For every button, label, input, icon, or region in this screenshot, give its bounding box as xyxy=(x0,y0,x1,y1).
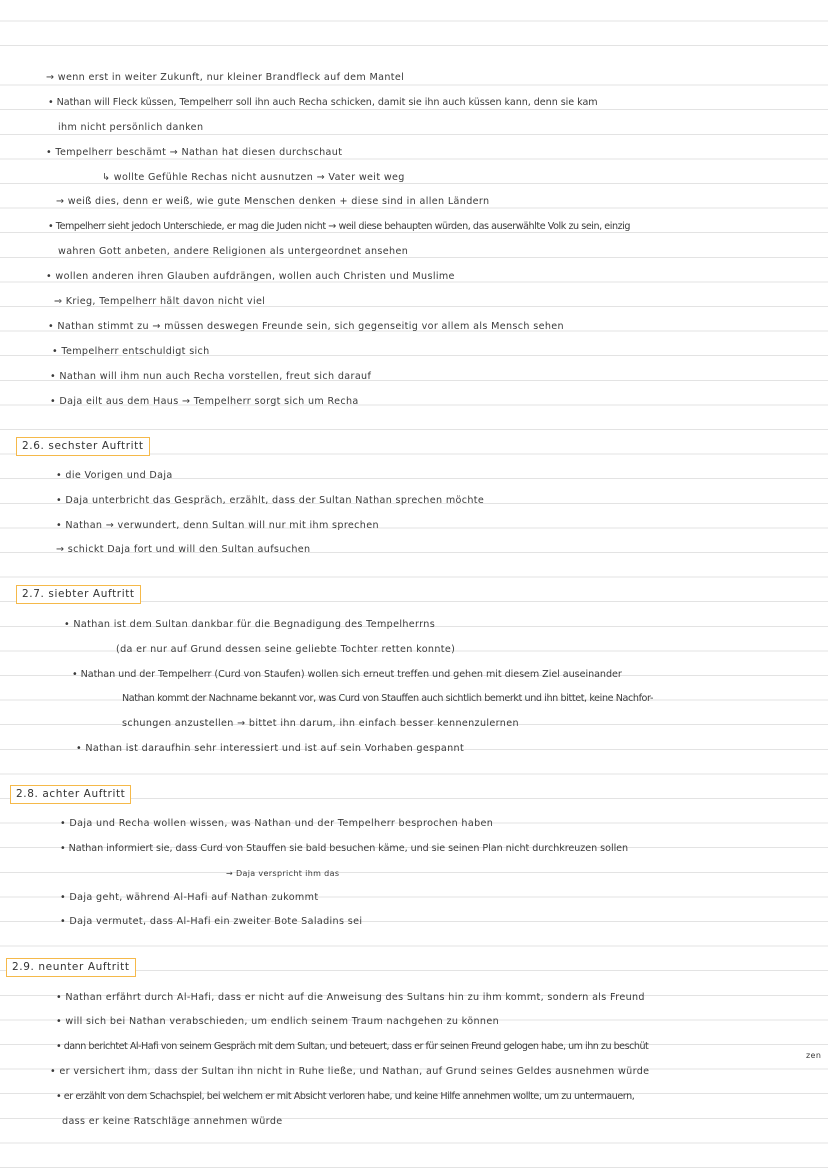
note-line: (da er nur auf Grund dessen seine geliebte Tochter retten konnte) xyxy=(116,644,456,655)
note-line: • Nathan ist dem Sultan dankbar für die Begnadigung des Tempelherrns xyxy=(64,619,436,630)
note-line: • Nathan informiert sie, dass Curd von Stauffen sie bald besuchen käme, und sie seinen Plan nicht durchkreuzen sollen xyxy=(60,843,629,854)
note-line: • die Vorigen und Daja xyxy=(56,470,173,481)
section-heading-2-7: 2.7. siebter Auftritt xyxy=(16,585,141,604)
note-line: • Daja vermutet, dass Al-Hafi ein zweiter Bote Saladins sei xyxy=(60,916,363,927)
note-line: dass er keine Ratschläge annehmen würde xyxy=(62,1116,283,1127)
note-line: • Daja geht, während Al-Hafi auf Nathan zukommt xyxy=(60,892,319,903)
note-line: • Nathan erfährt durch Al-Hafi, dass er nicht auf die Anweisung des Sultans hin zu ihm kommt, sondern als Freund xyxy=(56,992,645,1003)
note-line: ⇒ Krieg, Tempelherr hält davon nicht viel xyxy=(54,296,266,307)
section-heading-2-8: 2.8. achter Auftritt xyxy=(10,785,131,804)
note-line: • will sich bei Nathan verabschieden, um endlich seinem Traum nachgehen zu können xyxy=(56,1016,500,1027)
note-line: ↳ wollte Gefühle Rechas nicht ausnutzen → Vater weit weg xyxy=(102,172,405,183)
note-line: • Tempelherr entschuldigt sich xyxy=(52,346,210,357)
note-line: • er versichert ihm, dass der Sultan ihn nicht in Ruhe ließe, und Nathan, auf Grund seines Geldes ausnehmen würde xyxy=(50,1066,650,1077)
note-line: • er erzählt von dem Schachspiel, bei welchem er mit Absicht verloren habe, und keine Hilfe annehmen wollte, um zu untermauern, xyxy=(56,1091,635,1102)
note-line: • Daja eilt aus dem Haus → Tempelherr sorgt sich um Recha xyxy=(50,396,359,407)
note-line: ihm nicht persönlich danken xyxy=(58,122,204,133)
section-heading-2-9: 2.9. neunter Auftritt xyxy=(6,958,136,977)
note-line: • Nathan → verwundert, denn Sultan will nur mit ihm sprechen xyxy=(56,520,379,531)
note-line: zen xyxy=(806,1051,822,1060)
note-line: → wenn erst in weiter Zukunft, nur kleiner Brandfleck auf dem Mantel xyxy=(46,72,405,83)
section-heading-2-6: 2.6. sechster Auftritt xyxy=(16,437,150,456)
note-line: • Nathan und der Tempelherr (Curd von Staufen) wollen sich erneut treffen und gehen mit diesem Ziel auseinander xyxy=(72,669,622,680)
note-line: • Nathan will ihm nun auch Recha vorstellen, freut sich darauf xyxy=(50,371,372,382)
note-line: → Daja verspricht ihm das xyxy=(226,869,340,878)
note-line: • Nathan stimmt zu → müssen deswegen Freunde sein, sich gegenseitig vor allem als Mensch sehen xyxy=(48,321,564,332)
note-line: • Tempelherr sieht jedoch Unterschiede, er mag die Juden nicht → weil diese behaupten würden, das auserwählte Volk zu sein, einzig xyxy=(48,221,631,232)
note-line: • Nathan ist daraufhin sehr interessiert und ist auf sein Vorhaben gespannt xyxy=(76,743,465,754)
note-line: • Daja unterbricht das Gespräch, erzählt, dass der Sultan Nathan sprechen möchte xyxy=(56,495,485,506)
note-line: • Nathan will Fleck küssen, Tempelherr soll ihn auch Recha schicken, damit sie ihn auch küssen kann, denn sie kam xyxy=(48,97,598,108)
note-line: Nathan kommt der Nachname bekannt vor, was Curd von Stauffen auch sichtlich bemerkt und ihn bittet, keine Nachfor- xyxy=(122,693,654,704)
note-line: • Tempelherr beschämt → Nathan hat diesen durchschaut xyxy=(46,147,343,158)
note-line: wahren Gott anbeten, andere Religionen als untergeordnet ansehen xyxy=(58,246,409,257)
note-line: → weiß dies, denn er weiß, wie gute Menschen denken + diese sind in allen Ländern xyxy=(56,196,490,207)
note-line: schungen anzustellen → bittet ihn darum, ihn einfach besser kennenzulernen xyxy=(122,718,519,729)
note-line: • wollen anderen ihren Glauben aufdrängen, wollen auch Christen und Muslime xyxy=(46,271,455,282)
note-line: → schickt Daja fort und will den Sultan aufsuchen xyxy=(56,544,311,555)
note-line: • dann berichtet Al-Hafi von seinem Gespräch mit dem Sultan, und beteuert, dass er für seinen Freund gelogen habe, um ihn zu beschüt xyxy=(56,1041,649,1052)
note-line: • Daja und Recha wollen wissen, was Nathan und der Tempelherr besprochen haben xyxy=(60,818,494,829)
